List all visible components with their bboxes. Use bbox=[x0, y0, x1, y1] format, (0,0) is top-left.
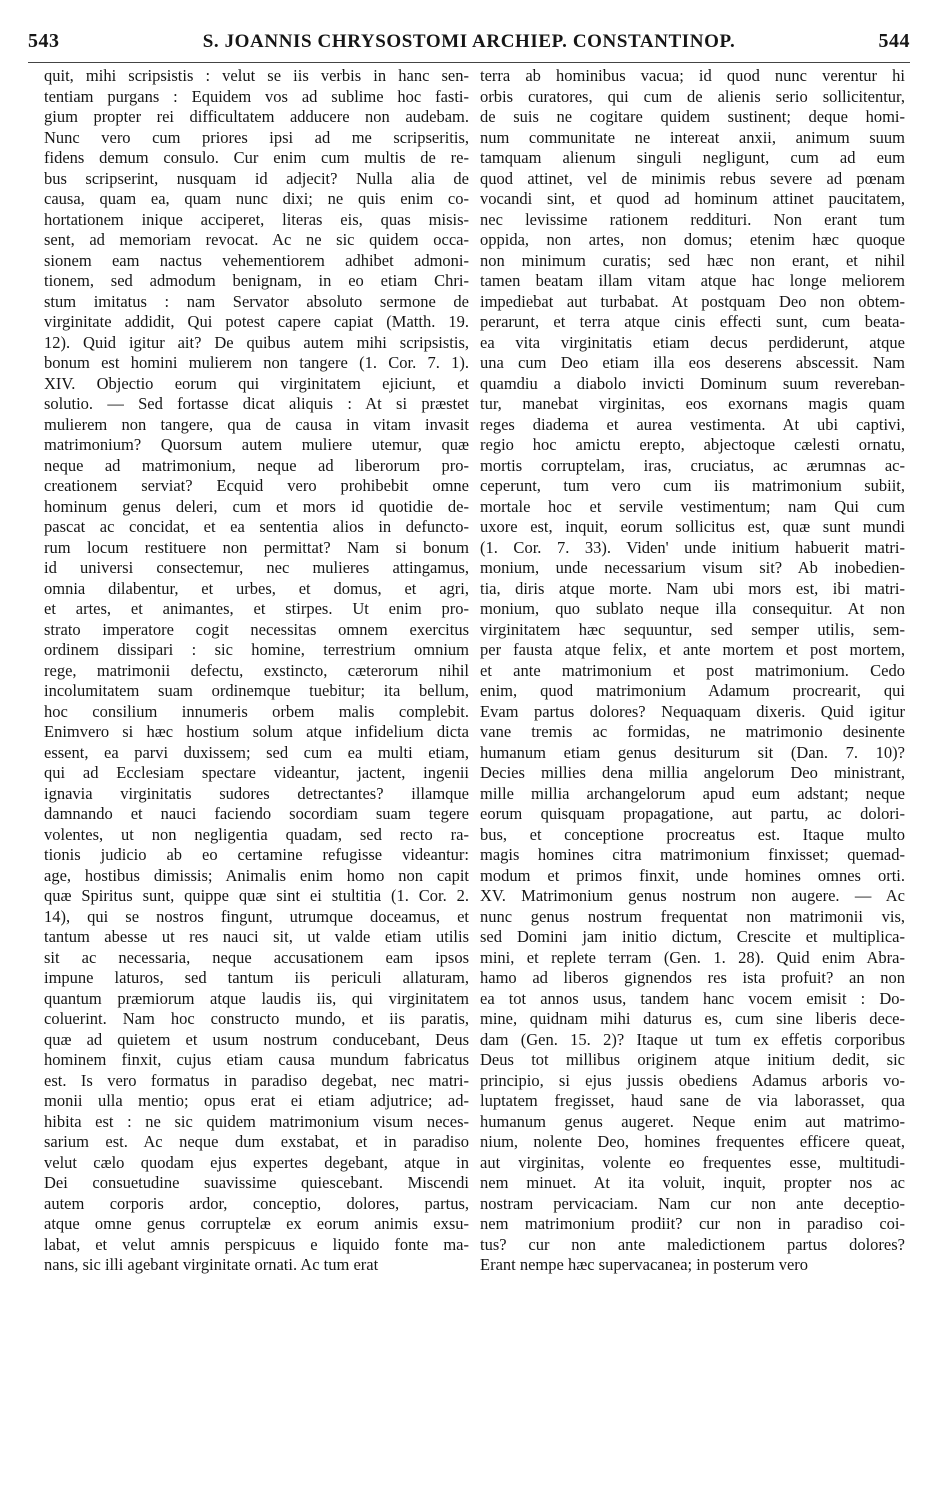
running-title: S. JOANNIS CHRYSOSTOMI ARCHIEP. CONSTANTINOP. bbox=[202, 31, 736, 52]
text-line: tur, manebat virginitas, eos exornans magis quam bbox=[480, 394, 905, 413]
text-line: hamo ad liberos gignendos res ista profuit? an non bbox=[480, 968, 905, 987]
text-line: sarium est. Ac neque dum exstabat, et in paradiso bbox=[44, 1132, 469, 1151]
text-line: autem corporis ardor, conceptio, dolores, partus, bbox=[44, 1193, 469, 1213]
text-line: 12). Quid igitur ait? De quibus autem mihi scripsistis, bbox=[44, 332, 469, 352]
text-line: terra ab hominibus vacua; id quod nunc verentur hi bbox=[480, 66, 905, 85]
text-line: modum et primos finxit, unde homines omnes orti. bbox=[480, 865, 905, 885]
text-line: nium, nolente Deo, homines frequentes efficere queat, bbox=[480, 1132, 905, 1151]
text-line: ceperunt, tum vero cum iis matrimonium subiit, bbox=[480, 476, 905, 495]
text-line: incolumitatem suam ordinemque tuebitur; ita bellum, bbox=[44, 681, 469, 700]
text-line: tionis judicio ab eo certamine refugisse videantur: bbox=[44, 845, 469, 864]
text-line: mortis corruptelam, iras, cruciatus, ac ærumnas ac- bbox=[480, 455, 905, 475]
text-line: nem matrimonium prodiit? cur non in paradiso coi- bbox=[480, 1214, 905, 1233]
text-line: mortale hoc et servile vestimentum; nam Qui cum bbox=[480, 496, 905, 516]
text-line: quæ ad quietem et usum nostrum conducebant, Deus bbox=[44, 1029, 469, 1049]
text-line: magis homines citra matrimonium finxisset; quemad- bbox=[480, 845, 905, 864]
text-line: impune laturos, sed tantum iis periculi allaturam, bbox=[44, 968, 469, 987]
text-line: (1. Cor. 7. 33). Viden' unde initium habuerit matri- bbox=[480, 537, 905, 557]
text-line: nunc genus nostrum frequentat non matrimonii vis, bbox=[480, 906, 905, 926]
text-line: non minimum curatis; sed hæc non erant, et nihil bbox=[480, 250, 905, 270]
text-column-left bbox=[44, 66, 469, 1276]
text-line: mille millia archangelorum apud eum adstant; neque bbox=[480, 783, 905, 803]
text-line: principio, si ejus jussis obediens Adamus arboris vo- bbox=[480, 1070, 905, 1090]
text-line: strato imperatore cogit necessitas omnem exercitus bbox=[44, 619, 469, 639]
text-line: volentes, ut non negligentia quadam, sed recto ra- bbox=[44, 824, 469, 844]
text-line: quod attinet, vel de minimis rebus severe ad pœnam bbox=[480, 168, 905, 188]
text-line: damnando et nauci faciendo socordiam suam tegere bbox=[44, 804, 469, 823]
text-line: hominem finxit, cujus etiam causa mundum fabricatus bbox=[44, 1050, 469, 1069]
text-line: hortationem inique acciperet, literas eis, quas misis- bbox=[44, 209, 469, 229]
text-line: una cum Deo etiam illa eos deserens abscessit. Nam bbox=[480, 353, 905, 372]
text-line: vane tremis ac formidas, ne matrimonio desinente bbox=[480, 722, 905, 741]
text-line: perarunt, et terra atque cinis effecti sunt, cum beata- bbox=[480, 312, 905, 331]
text-line: bus, et conceptione procreatus est. Itaque multo bbox=[480, 824, 905, 844]
text-line: reges diadema et aurea vestimenta. At ubi captivi, bbox=[480, 414, 905, 434]
text-line: ordinem dissipari : sic homine, terrestrium omnium bbox=[44, 640, 469, 659]
text-line: matrimonium? Quorsum autem muliere utemur, quæ bbox=[44, 435, 469, 454]
text-line: et ante matrimonium et post matrimonium. Cedo bbox=[480, 660, 905, 680]
text-line: Deus tot millibus originem atque initium dedit, sic bbox=[480, 1050, 905, 1069]
header-rule bbox=[28, 62, 910, 63]
text-line: labat, et velut amnis perspicuus e liquido fonte ma- bbox=[44, 1234, 469, 1254]
text-line: sit ac necessaria, neque accusationem eam ipsos bbox=[44, 947, 469, 967]
text-line: per fausta atque felix, et ante mortem et post mortem, bbox=[480, 640, 905, 659]
text-line: nec levissime rationem reddituri. Non erant tum bbox=[480, 209, 905, 229]
text-line: atque omne genus corruptelæ ex eorum animis exsu- bbox=[44, 1214, 469, 1233]
text-line: est. Is vero formatus in paradiso degebat, nec matri- bbox=[44, 1070, 469, 1090]
text-line: aut virginitas, volente eo frequentes esse, multitudi- bbox=[480, 1152, 905, 1172]
text-line: regio hoc amictu erepto, abjectoque cælesti ornatu, bbox=[480, 435, 905, 454]
text-line: oppida, non artes, non domus; etenim hæc quoque bbox=[480, 230, 905, 249]
text-line: rege, matrimonii defectu, exstincto, cæterorum nihil bbox=[44, 660, 469, 680]
text-line: quantum præmiorum atque laudis iis, qui virginitatem bbox=[44, 988, 469, 1008]
text-line: Enimvero si hæc hostium solum atque infidelium dicta bbox=[44, 722, 469, 741]
text-line: humanum genus augeret. Neque enim aut matrimo- bbox=[480, 1111, 905, 1131]
text-line: tus? cur non ante maledictionem partus dolores? bbox=[480, 1234, 905, 1254]
text-line: virginitatem hæc sequuntur, sed semper utilis, sem- bbox=[480, 619, 905, 639]
text-line: id universi consectemur, nec mulieres attingamus, bbox=[44, 558, 469, 577]
text-line: stum imitatus : nam Servator absoluto sermone de bbox=[44, 291, 469, 311]
text-line: tamquam alienum singuli negligunt, cum ad eum bbox=[480, 148, 905, 167]
text-line: qui ad Ecclesiam spectare videantur, jactent, ingenii bbox=[44, 763, 469, 782]
text-line: bus scripserint, nusquam id adjecit? Nulla alia de bbox=[44, 168, 469, 188]
text-line: Nunc vero cum priores ipsi ad me scripseritis, bbox=[44, 127, 469, 147]
text-line: tia, diris atque morte. Nam ubi mors est, ibi matri- bbox=[480, 578, 905, 598]
text-line: ea vita virginitatis etiam decus perdiderunt, atque bbox=[480, 332, 905, 352]
text-line: hoc consilium innumeris orbem malis complebit. bbox=[44, 701, 469, 721]
text-line: XV. Matrimonium genus nostrum non augere. — Ac bbox=[480, 886, 905, 905]
text-line: solutio. — Sed fortasse dicat aliquis : At si præstet bbox=[44, 394, 469, 413]
text-line: 14), qui se nostros fingunt, utrumque doceamus, et bbox=[44, 906, 469, 926]
text-line: bonum est homini mulierem non tangere (1. Cor. 7. 1). bbox=[44, 353, 469, 372]
text-line: ea tot annos usus, tandem hanc vocem emisit : Do- bbox=[480, 988, 905, 1008]
text-line: monium, unde necessarium visum sit? Ab inobedien- bbox=[480, 558, 905, 577]
text-line: pascat ac concidat, et ea sententia alios in defuncto- bbox=[44, 517, 469, 536]
text-line: coluerint. Nam hoc constructo mundo, et iis paratis, bbox=[44, 1009, 469, 1028]
text-line: essent, ea parvi duxissem; sed cum ea multi etiam, bbox=[44, 742, 469, 762]
text-line: sionem eam nactus vehementiorem adhibet admoni- bbox=[44, 250, 469, 270]
page-number-right: 544 bbox=[878, 30, 910, 52]
text-line: hibita est : ne sic quidem matrimonium visum neces- bbox=[44, 1111, 469, 1131]
text-line: monii ulla mentio; opus erat ei etiam adjutrice; ad- bbox=[44, 1091, 469, 1110]
text-line: omnia dilabentur, et urbes, et domus, et agri, bbox=[44, 578, 469, 598]
text-line: tentiam purgans : Equidem vos ad sublime hoc fasti- bbox=[44, 86, 469, 106]
text-line: fidens demum consulo. Cur enim cum multis de re- bbox=[44, 148, 469, 167]
text-line: tantum abesse ut res nauci sit, ut valde etiam utilis bbox=[44, 927, 469, 946]
text-line: gium propter rei difficultatem adducere non audebam. bbox=[44, 107, 469, 126]
text-line: eorum quisquam propagatione, aut partu, ac dolori- bbox=[480, 804, 905, 823]
text-line: nans, sic illi agebant virginitate ornati. Ac tum erat bbox=[44, 1255, 379, 1274]
text-line: luptatem fregisset, haud sane de via laborasset, qua bbox=[480, 1091, 905, 1110]
text-line: orbis curatores, qui cum de alienis serio sollicitentur, bbox=[480, 86, 905, 106]
text-line: monium, quo sublato neque illa consequitur. At non bbox=[480, 599, 905, 618]
text-line: Erant nempe hæc supervacanea; in posterum vero bbox=[480, 1255, 809, 1274]
text-line: age, hostibus dimissis; Animalis enim homo non capit bbox=[44, 865, 469, 885]
text-line: creationem serviat? Ecquid vero prohibebit omne bbox=[44, 476, 469, 495]
text-line: mulierem non tangere, qua de causa in vitam invasit bbox=[44, 414, 469, 434]
text-line: hominum genus deleri, cum et mors id quotidie de- bbox=[44, 496, 469, 516]
text-column-right bbox=[480, 66, 905, 1276]
text-line: virginitate addidit, Qui potest capere capiat (Matth. 19. bbox=[44, 312, 469, 331]
text-line: sed Domini jam initio dictum, Crescite et multiplica- bbox=[480, 927, 905, 946]
text-line: et artes, et animantes, et stirpes. Ut enim pro- bbox=[44, 599, 469, 618]
text-line: velut cælo quodam ejus expertes degebant, atque in bbox=[44, 1152, 469, 1172]
text-line: quamdiu a diabolo invicti Dominum suum revereban- bbox=[480, 373, 905, 393]
text-line: enim, quod matrimonium Adamum procrearit, qui bbox=[480, 681, 905, 700]
text-line: num communitate ne intereat anxii, animum suum bbox=[480, 127, 905, 147]
text-line: causa, quam ea, quam nunc dixi; ne quis enim co- bbox=[44, 189, 469, 208]
text-line: Dei consuetudine suavissime quiescebant. Miscendi bbox=[44, 1173, 469, 1192]
running-header bbox=[28, 30, 910, 60]
text-line: vocandi sint, et quod ad hominum attinet paucitatem, bbox=[480, 189, 905, 208]
text-line: tionem, sed admodum benignam, in eo etiam Chri- bbox=[44, 271, 469, 290]
text-line: dam (Gen. 15. 2)? Itaque ut tum ex effetis corporibus bbox=[480, 1029, 905, 1049]
text-line: Evam partus dolores? Nequaquam dixeris. Quid igitur bbox=[480, 701, 905, 721]
text-line: humanum etiam genus desiturum sit (Dan. 7. 10)? bbox=[480, 742, 905, 762]
text-line: uxore est, inquit, eorum sollicitus est, quæ sunt mundi bbox=[480, 517, 905, 536]
text-line: XIV. Objectio eorum qui virginitatem ejiciunt, et bbox=[44, 373, 469, 393]
text-line: ignavia virginitatis sudores detrectantes? illamque bbox=[44, 783, 469, 803]
text-line: de suis ne cogitare quidem sustinent; deque homi- bbox=[480, 107, 905, 126]
text-line: mini, et replete terram (Gen. 1. 28). Quid enim Abra- bbox=[480, 947, 905, 967]
page-number-left: 543 bbox=[28, 30, 60, 52]
text-line: tamen beatam illam vitam atque hac longe meliorem bbox=[480, 271, 905, 290]
text-line: nem minuet. At ita voluit, inquit, propter nos ac bbox=[480, 1173, 905, 1192]
text-line: sent, ad memoriam revocat. Ac ne sic quidem occa- bbox=[44, 230, 469, 249]
text-line: quæ Spiritus sunt, quippe quæ sint ei stultitia (1. Cor. 2. bbox=[44, 886, 469, 905]
text-line: Decies millies dena millia angelorum Deo ministrant, bbox=[480, 763, 905, 782]
text-line: impediebat aut turbabat. At postquam Deo non obtem- bbox=[480, 291, 905, 311]
text-line: neque ad matrimonium, neque ad liberorum pro- bbox=[44, 455, 469, 475]
text-line: quit, mihi scripsistis : velut se iis verbis in hanc sen- bbox=[44, 66, 469, 85]
text-line: mine, quidnam mihi daturus es, cum sine liberis dece- bbox=[480, 1009, 905, 1028]
text-line: nostram pervicaciam. Nam cur non ante deceptio- bbox=[480, 1193, 905, 1213]
text-line: rum locum restituere non permittat? Nam si bonum bbox=[44, 537, 469, 557]
